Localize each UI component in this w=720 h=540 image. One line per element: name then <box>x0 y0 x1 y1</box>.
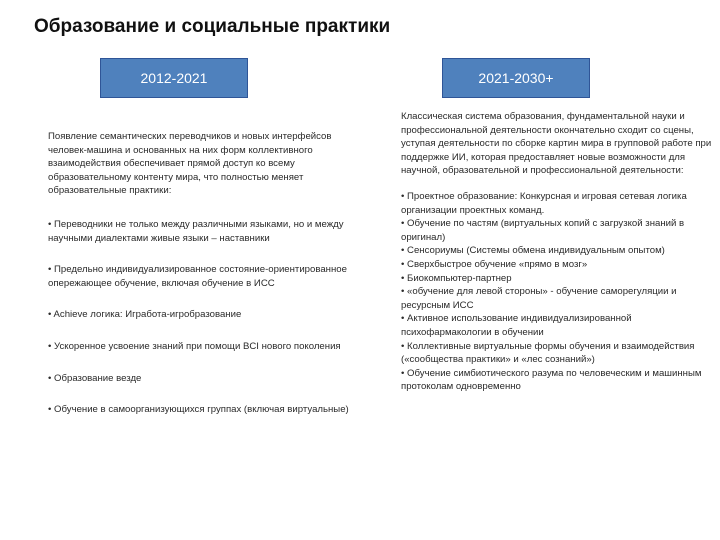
left-list-item: • Предельно индивидуализированное состояние-ориентированное опережающее обучение, включая обучение в ИСС <box>48 264 347 289</box>
left-list-item: • Achieve логика: Игработа-игробразование <box>48 309 242 321</box>
right-list-item: • Обучение симбиотического разума по человеческим и машинным протоколам одновременно <box>401 367 702 393</box>
right-list-item: • Активное использование индивидуализированной психофармакологии в обучении <box>401 313 632 338</box>
left-list-item: • Ускоренное усвоение знаний при помощи BCI нового поколения <box>48 340 341 352</box>
left-list-item: • Переводники не только между различными языками, но и между научными диалектами живые языки – наставники <box>48 218 344 244</box>
right-intro-text: Классическая система образования, фундаментальной науки и профессиональной деятельности окончательно сходит со сцены, уступая деятельности по сборке картин мира в групповой работе при поддержке ИИ, которая предоставляет новые возможности для научной, образовательной и профессиональной деятельности: <box>401 111 712 177</box>
right-list-item: • Коллективные виртуальные формы обучения и взаимодействия («сообщества практики» и «лес сознаний») <box>401 340 695 366</box>
right-column <box>401 110 719 394</box>
left-intro-text: Появление семантических переводчиков и новых интерфейсов человек-машина и основанных на них форм коллективного взаимодействия обеспечивает прямой доступ ко всему образовательному контенту мира, что полностью меняет образовательные практики: <box>48 131 332 197</box>
right-list-item: • Сенсориумы (Системы обмена индивидуальным опытом) <box>401 245 665 257</box>
right-list-item: • Сверхбыстрое обучение «прямо в мозг» <box>401 258 588 270</box>
left-list-item: • Образование везде <box>48 372 142 384</box>
period-box-2012-2021: 2012-2021 <box>100 58 248 98</box>
left-column <box>48 130 366 435</box>
page-title: Образование и социальные практики <box>34 16 391 37</box>
right-list-item: • «обучение для левой стороны» - обучение саморегуляции и ресурсным ИСС <box>401 286 677 311</box>
right-list-item: • Обучение по частям (виртуальных копий с загрузкой знаний в оригинал) <box>401 218 685 243</box>
right-list-item: • Биокомпьютер-партнер <box>401 272 512 284</box>
left-list-item: • Обучение в самоорганизующихся группах (включая виртуальные) <box>48 404 349 416</box>
period-box-2021-2030: 2021-2030+ <box>442 58 590 98</box>
right-list-item: • Проектное образование: Конкурсная и игровая сетевая логика организации проектных команд. <box>401 190 687 216</box>
